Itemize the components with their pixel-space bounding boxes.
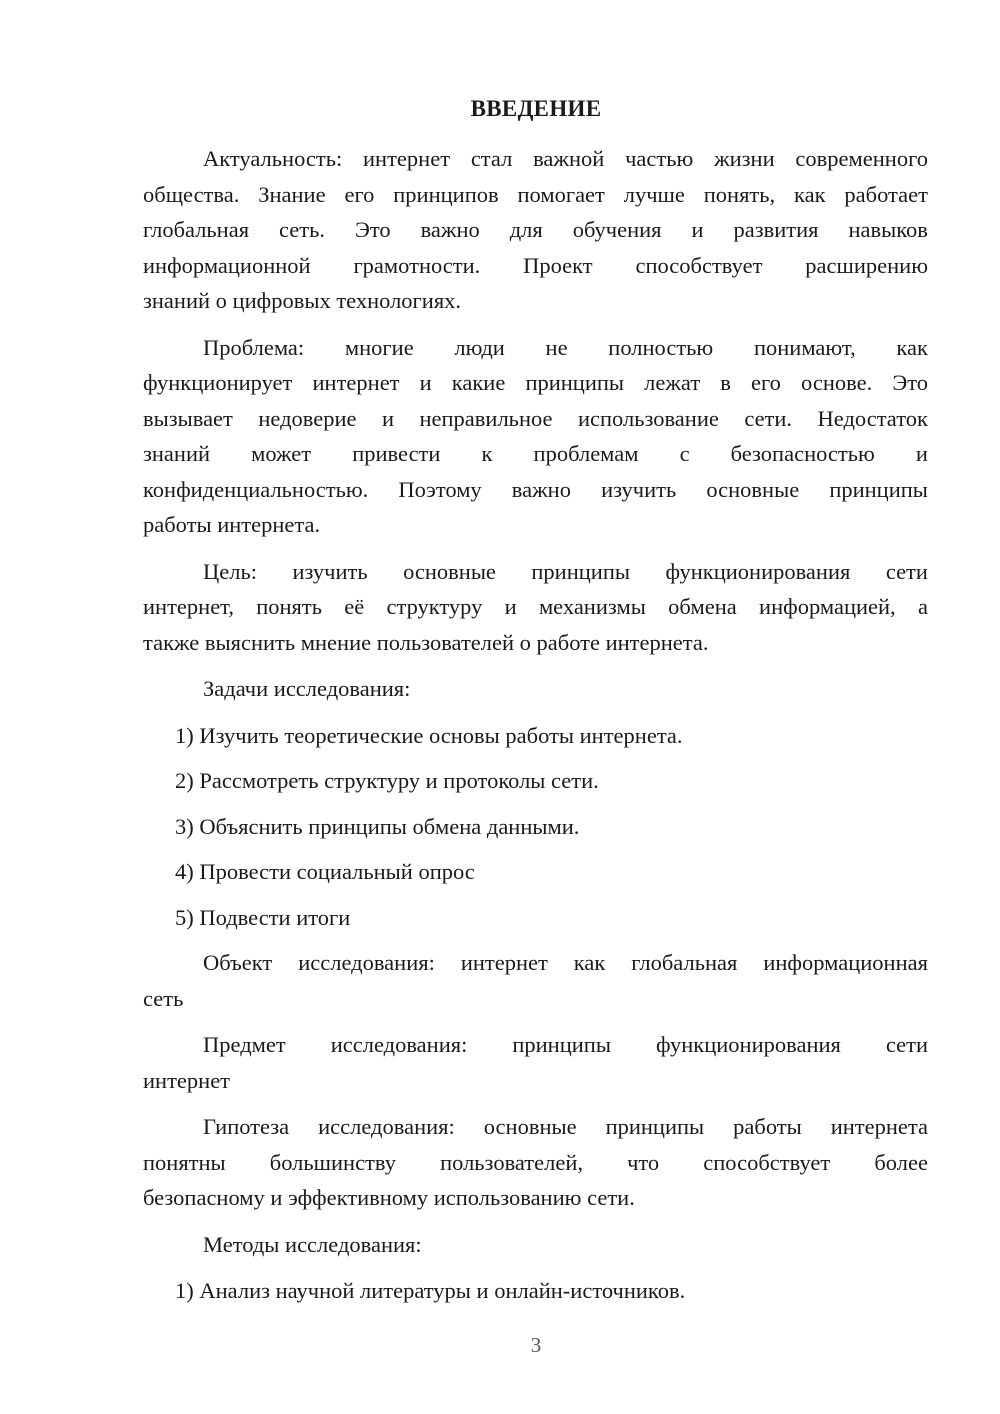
list-item: 1) Изучить теоретические основы работы интернета. <box>175 722 683 748</box>
word: и <box>504 594 517 619</box>
word: сети <box>885 1032 928 1057</box>
word: сети <box>885 558 928 584</box>
page-number: 3 <box>530 1333 542 1357</box>
problem-paragraph <box>143 330 928 543</box>
word: и <box>691 217 704 242</box>
word: способствует <box>703 1149 831 1175</box>
word: помогает <box>517 181 605 207</box>
word: интернет <box>312 370 400 395</box>
word: способствует <box>635 252 763 278</box>
word: важной <box>533 146 605 171</box>
word: функционирования <box>665 558 851 584</box>
list-item: 1) Анализ научной литературы и онлайн-источников. <box>175 1278 686 1303</box>
word: а <box>917 594 928 619</box>
word: глобальная <box>143 217 250 242</box>
word: и <box>915 441 928 466</box>
text-line <box>143 436 928 472</box>
word: основные <box>403 558 496 584</box>
word: сети. <box>744 405 793 431</box>
word: исследования: <box>330 1032 468 1057</box>
word: структуру <box>386 594 483 619</box>
word: обмена <box>668 594 737 619</box>
word: Это <box>354 217 391 242</box>
text-line <box>143 212 928 248</box>
word: принципы <box>829 476 928 502</box>
word: важно <box>511 476 571 502</box>
word: понять <box>256 594 322 619</box>
text-line <box>143 1145 928 1181</box>
word: как <box>794 181 826 207</box>
word: основные <box>706 476 800 502</box>
word: Поэтому <box>398 476 482 502</box>
word: понять, <box>703 181 776 207</box>
word: понимают, <box>753 334 856 360</box>
word: Проблема: <box>203 334 305 360</box>
word: его <box>751 370 781 395</box>
word: принципы <box>605 1114 705 1139</box>
word: принципы <box>525 370 625 395</box>
text-line <box>143 177 928 213</box>
word: может <box>251 441 312 466</box>
word: частью <box>625 146 694 171</box>
word: Актуальность: <box>203 146 343 171</box>
relevance-paragraph <box>143 141 928 319</box>
text-line: Задачи исследования: <box>203 676 411 701</box>
hypothesis-paragraph <box>143 1109 928 1216</box>
word: информационная <box>763 950 928 975</box>
word: как <box>896 334 928 360</box>
word: информацией, <box>759 594 896 619</box>
text-line: знаний о цифровых технологиях. <box>143 288 462 313</box>
word: проблемам <box>533 441 639 466</box>
word: механизмы <box>538 594 646 619</box>
word: в <box>720 370 731 395</box>
word: исследования: <box>298 950 435 975</box>
word: работает <box>844 181 928 207</box>
word: неправильное <box>419 405 553 431</box>
object-paragraph <box>143 945 928 1016</box>
word: к <box>481 441 493 466</box>
text-line: безопасному и эффективному использованию сети. <box>143 1185 635 1210</box>
word: использование <box>577 405 719 431</box>
word: современного <box>795 146 928 171</box>
word: основные <box>483 1114 577 1139</box>
text-line: интернет <box>143 1067 231 1093</box>
text-line <box>143 945 928 981</box>
text-line <box>143 365 928 401</box>
word: не <box>545 334 568 360</box>
word: стал <box>470 146 513 171</box>
text-line: сеть <box>143 985 184 1011</box>
word: недоверие <box>258 405 357 431</box>
page-title: ВВЕДЕНИЕ <box>470 96 602 121</box>
text-line <box>143 472 928 508</box>
word: Это <box>892 370 928 395</box>
word: привести <box>352 441 441 466</box>
text-line: Методы исследования: <box>203 1231 422 1257</box>
word: Предмет <box>203 1032 286 1057</box>
word: какие <box>451 370 506 395</box>
word: функционирует <box>143 370 293 395</box>
text-line <box>143 1109 928 1145</box>
word: Гипотеза <box>203 1114 290 1139</box>
word: конфиденциальностью. <box>143 476 369 502</box>
word: более <box>874 1149 928 1175</box>
text-line <box>143 554 928 590</box>
text-line <box>143 589 928 625</box>
word: навыков <box>848 217 928 242</box>
word: функционирования <box>655 1032 841 1057</box>
tasks-heading <box>143 671 928 707</box>
word: его <box>344 181 375 207</box>
word: изучить <box>601 476 677 502</box>
methods-list <box>143 1273 928 1309</box>
text-line <box>143 401 928 437</box>
subject-paragraph <box>143 1027 928 1098</box>
word: многие <box>344 334 414 360</box>
word: интернет, <box>143 594 234 619</box>
word: основе. <box>801 370 873 395</box>
word: сеть. <box>279 217 325 242</box>
word: информационной <box>143 252 311 278</box>
word: вызывает <box>143 405 233 431</box>
word: лучше <box>623 181 685 207</box>
word: понятны <box>143 1149 226 1175</box>
goal-paragraph <box>143 554 928 661</box>
word: её <box>344 594 365 619</box>
word: важно <box>420 217 480 242</box>
word: и <box>419 370 432 395</box>
word: обучения <box>572 217 662 242</box>
word: глобальная <box>631 950 738 975</box>
word: Проект <box>523 252 593 278</box>
text-line <box>143 330 928 366</box>
word: изучить <box>292 558 368 584</box>
word: жизни <box>714 146 775 171</box>
word: Цель: <box>203 558 257 584</box>
word: как <box>573 950 606 975</box>
word: интернет <box>363 146 451 171</box>
word: исследования: <box>318 1114 455 1139</box>
word: грамотности. <box>353 252 481 278</box>
page-content <box>143 141 928 1319</box>
tasks-list <box>143 718 928 936</box>
word: работы <box>733 1114 802 1139</box>
word: интернета <box>830 1114 928 1139</box>
word: люди <box>454 334 505 360</box>
word: что <box>627 1149 660 1175</box>
word: Знание <box>258 181 326 207</box>
word: для <box>509 217 543 242</box>
word: принципы <box>531 558 630 584</box>
text-line <box>143 1027 928 1063</box>
word: безопасностью <box>730 441 875 466</box>
word: развития <box>733 217 819 242</box>
text-line: работы интернета. <box>143 512 321 537</box>
text-line: также выяснить мнение пользователей о работе интернета. <box>143 629 709 655</box>
text-line <box>143 141 928 177</box>
methods-heading <box>143 1227 928 1263</box>
list-item: 4) Провести социальный опрос <box>175 859 475 884</box>
word: пользователей, <box>440 1149 583 1175</box>
word: Объект <box>203 950 273 975</box>
list-item: 2) Рассмотреть структуру и протоколы сети. <box>175 768 599 793</box>
list-item: 5) Подвести итоги <box>175 904 351 930</box>
word: расширению <box>805 252 928 278</box>
word: полностью <box>608 334 714 360</box>
word: принципов <box>393 181 499 207</box>
word: общества. <box>143 181 240 207</box>
word: интернет <box>460 950 548 975</box>
word: принципы <box>512 1032 611 1057</box>
text-line <box>143 248 928 284</box>
word: и <box>381 405 395 431</box>
word: с <box>679 441 690 466</box>
word: лежат <box>644 370 701 395</box>
word: знаний <box>143 441 211 466</box>
word: Недостаток <box>817 405 928 431</box>
list-item: 3) Объяснить принципы обмена данными. <box>175 813 580 839</box>
word: большинству <box>269 1149 396 1175</box>
